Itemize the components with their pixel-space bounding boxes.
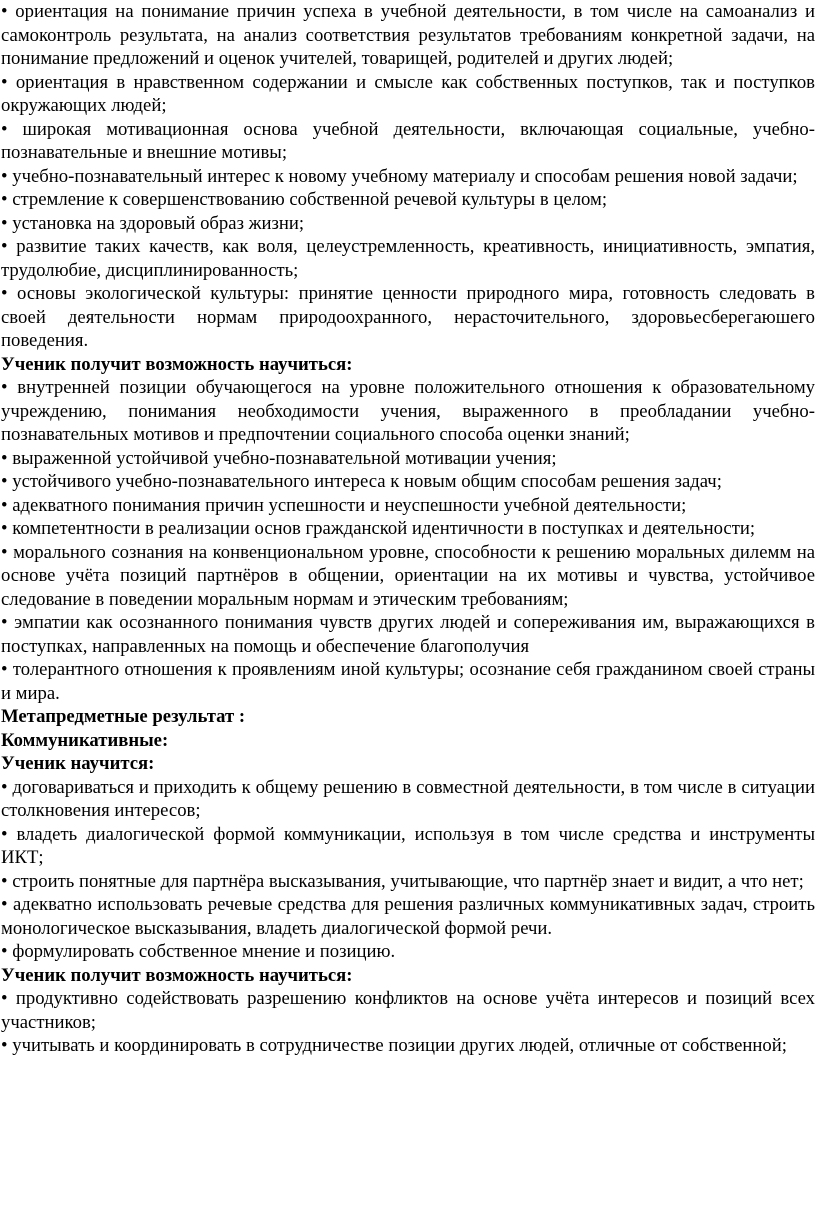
list-item: • компетентности в реализации основ гражданской идентичности в поступках и деятельности; — [1, 517, 815, 541]
list-item: • выраженной устойчивой учебно-познавательной мотивации учения; — [1, 447, 815, 471]
list-item: • толерантного отношения к проявлениям иной культуры; осознание себя гражданином своей страны и мира. — [1, 658, 815, 705]
list-item: • учебно-познавательный интерес к новому учебному материалу и способам решения новой задачи; — [1, 165, 815, 189]
list-item: • владеть диалогической формой коммуникации, используя в том числе средства и инструменты ИКТ; — [1, 823, 815, 870]
list-item: • стремление к совершенствованию собственной речевой культуры в целом; — [1, 188, 815, 212]
section-heading: Коммуникативные: — [1, 729, 169, 751]
list-item: • морального сознания на конвенциональном уровне, способности к решению моральных дилемм на основе учёта позиций партнёров в общении, ориентации на их мотивы и чувства, устойчивое следование в поведении моральным нормам и этическим требованиям; — [1, 541, 815, 612]
list-item: • учитывать и координировать в сотрудничестве позиции других людей, отличные от собственной; — [1, 1034, 815, 1058]
section-heading: Метапредметные результат : — [1, 706, 246, 727]
list-item: • адекватно использовать речевые средства для решения различных коммуникативных задач, строить монологическое высказывания, владеть диалогической формой речи. — [1, 893, 815, 940]
list-item: • широкая мотивационная основа учебной деятельности, включающая социальные, учебно-познавательные и внешние мотивы; — [1, 118, 815, 165]
list-item: • установка на здоровый образ жизни; — [1, 212, 815, 236]
list-item: • ориентация на понимание причин успеха в учебной деятельности, в том числе на самоанализ и самоконтроль результата, на анализ соответствия результатов требованиям конкретной задачи, на понимание предложений и оценок учителей, товарищей, родителей и других людей; — [1, 0, 815, 71]
list-item: • ориентация в нравственном содержании и смысле как собственных поступков, так и поступков окружающих людей; — [1, 71, 815, 118]
section-heading: Ученик научится: — [1, 753, 155, 774]
list-item: • договариваться и приходить к общему решению в совместной деятельности, в том числе в ситуации столкновения интересов; — [1, 776, 815, 823]
list-item: • адекватного понимания причин успешности и неуспешности учебной деятельности; — [1, 494, 815, 518]
section-heading: Ученик получит возможность научиться: — [1, 353, 353, 375]
list-item: • развитие таких качеств, как воля, целеустремленность, креативность, инициативность, эмпатия, трудолюбие, дисциплинированность; — [1, 235, 815, 282]
list-item: • строить понятные для партнёра высказывания, учитывающие, что партнёр знает и видит, а что нет; — [1, 870, 815, 894]
section-heading: Ученик получит возможность научиться: — [1, 964, 353, 986]
list-item: • устойчивого учебно-познавательного интереса к новым общим способам решения задач; — [1, 470, 815, 494]
list-item: • формулировать собственное мнение и позицию. — [1, 940, 815, 964]
list-item: • продуктивно содействовать разрешению конфликтов на основе учёта интересов и позиций всех участников; — [1, 987, 815, 1034]
list-item: • эмпатии как осознанного понимания чувств других людей и сопереживания им, выражающихся в поступках, направленных на помощь и обеспечение благополучия — [1, 611, 815, 658]
list-item: • внутренней позиции обучающегося на уровне положительного отношения к образовательному учреждению, понимания необходимости учения, выраженного в преобладании учебно- познавательных мотивов и предпочтении социального способа оценки знаний; — [1, 376, 815, 447]
list-item: • основы экологической культуры: принятие ценности природного мира, готовность следовать в своей деятельности нормам природоохранного, нерасточительного, здоровьесберегаюшего поведения. — [1, 282, 815, 353]
